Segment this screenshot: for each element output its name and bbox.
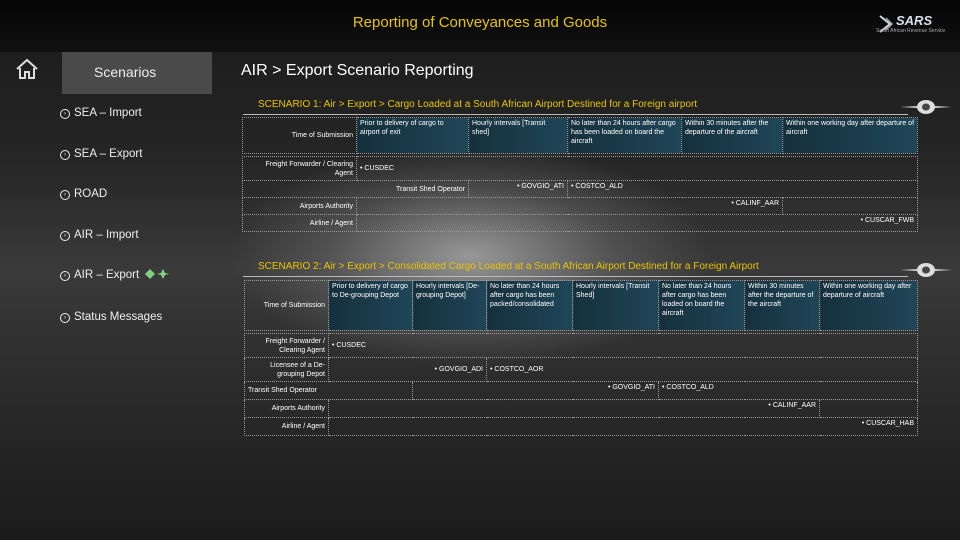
message-cell: • COSTCO_ALD bbox=[659, 382, 918, 400]
scenario-2-underline bbox=[243, 276, 908, 277]
column-header: Within 30 minutes after the departure of the aircraft bbox=[682, 118, 783, 154]
column-header: No later than 24 hours after cargo has been loaded on board the aircraft bbox=[568, 118, 682, 154]
message-cell: • CUSCAR_FWB bbox=[357, 215, 918, 232]
table-row bbox=[243, 198, 918, 215]
row-label: Airline / Agent bbox=[243, 215, 357, 232]
message-cell: • CUSCAR_HAB bbox=[329, 418, 918, 436]
column-header: Hourly intervals [Transit shed] bbox=[469, 118, 568, 154]
nav-label: AIR – Import bbox=[74, 229, 139, 241]
scenario-1-table bbox=[242, 117, 918, 232]
row-label: Freight Forwarder / Clearing Agent bbox=[245, 334, 329, 358]
row-label: Transit Shed Operator bbox=[245, 382, 413, 400]
circle-arrow-icon: › bbox=[60, 109, 70, 119]
table-row bbox=[245, 358, 918, 382]
circle-arrow-icon: › bbox=[60, 150, 70, 160]
logo-subtitle: South African Revenue Service bbox=[876, 28, 946, 34]
scenario-2-table bbox=[244, 280, 918, 436]
nav-label: Status Messages bbox=[74, 311, 163, 323]
column-header: Within one working day after departure of aircraft bbox=[820, 281, 918, 331]
nav-label: ROAD bbox=[74, 188, 108, 200]
column-header: No later than 24 hours after cargo has been loaded on board the aircraft bbox=[659, 281, 745, 331]
message-cell: • GOVGIO_ADI bbox=[329, 358, 487, 382]
column-header: No later than 24 hours after cargo has been packed/consolidated bbox=[487, 281, 573, 331]
nav-road[interactable] bbox=[60, 188, 107, 200]
time-of-submission-label: Time of Submission bbox=[243, 118, 357, 154]
nav-air-export[interactable] bbox=[60, 269, 169, 281]
message-cell: • COSTCO_ALD bbox=[568, 181, 918, 198]
nav-label: AIR – Export bbox=[74, 269, 140, 281]
circle-arrow-icon: › bbox=[60, 271, 70, 281]
empty-cell bbox=[783, 198, 918, 215]
nav-label: SEA – Export bbox=[74, 148, 143, 160]
diamond-icon bbox=[145, 269, 169, 279]
message-cell: • CALINF_AAR bbox=[329, 400, 820, 418]
plane-icon bbox=[900, 96, 952, 118]
message-cell: • COSTCO_AOR bbox=[487, 358, 918, 382]
scenario-1-title: SCENARIO 1: Air > Export > Cargo Loaded at a South African Airport Destined for a Foreign airport bbox=[258, 99, 698, 110]
nav-air-import[interactable] bbox=[60, 229, 139, 241]
table-row bbox=[243, 181, 918, 198]
table-row bbox=[243, 215, 918, 232]
row-label: Licensee of a De-grouping Depot bbox=[245, 358, 329, 382]
column-header: Prior to delivery of cargo to airport of exit bbox=[357, 118, 469, 154]
message-cell: • GOVGIO_ATI bbox=[469, 181, 568, 198]
nav-label: SEA – Import bbox=[74, 107, 142, 119]
row-label: Freight Forwarder / Clearing Agent bbox=[243, 157, 357, 181]
home-icon[interactable] bbox=[15, 58, 39, 80]
row-label: Airports Authority bbox=[245, 400, 329, 418]
column-header: Hourly intervals [De-grouping Depot] bbox=[413, 281, 487, 331]
scenario-1-underline bbox=[243, 114, 908, 115]
table-row bbox=[245, 400, 918, 418]
column-header: Within 30 minutes after the departure of the aircraft bbox=[745, 281, 820, 331]
table-row bbox=[245, 334, 918, 358]
column-header: Prior to delivery of cargo to De-grouping Depot bbox=[329, 281, 413, 331]
logo-text: SARS bbox=[896, 13, 933, 28]
row-label: Airline / Agent bbox=[245, 418, 329, 436]
table-row bbox=[245, 382, 918, 400]
scenario-2-title: SCENARIO 2: Air > Export > Consolidated Cargo Loaded at a South African Airport Destined for a Foreign Airport bbox=[258, 261, 759, 272]
scenarios-title: Scenarios bbox=[94, 64, 157, 80]
circle-arrow-icon: › bbox=[60, 231, 70, 241]
breadcrumb: AIR > Export Scenario Reporting bbox=[241, 62, 474, 79]
message-cell: • CALINF_AAR bbox=[357, 198, 783, 215]
circle-arrow-icon: › bbox=[60, 190, 70, 200]
empty-cell bbox=[820, 400, 918, 418]
table-row bbox=[243, 157, 918, 181]
nav-sea-export[interactable] bbox=[60, 148, 142, 160]
column-header: Within one working day after departure of aircraft bbox=[783, 118, 918, 154]
column-header: Hourly intervals [Transit Shed] bbox=[573, 281, 659, 331]
row-label: Transit Shed Operator bbox=[243, 181, 469, 198]
message-cell: • GOVGIO_ATI bbox=[413, 382, 659, 400]
message-cell: • CUSDEC bbox=[357, 157, 918, 181]
time-of-submission-label: Time of Submission bbox=[245, 281, 329, 331]
nav-status-messages[interactable] bbox=[60, 311, 162, 323]
nav-sea-import[interactable] bbox=[60, 107, 142, 119]
circle-arrow-icon: › bbox=[60, 313, 70, 323]
message-cell: • CUSDEC bbox=[329, 334, 918, 358]
row-label: Airports Authority bbox=[243, 198, 357, 215]
page-title: Reporting of Conveyances and Goods bbox=[352, 14, 608, 31]
table-row bbox=[245, 418, 918, 436]
plane-icon bbox=[900, 259, 952, 281]
